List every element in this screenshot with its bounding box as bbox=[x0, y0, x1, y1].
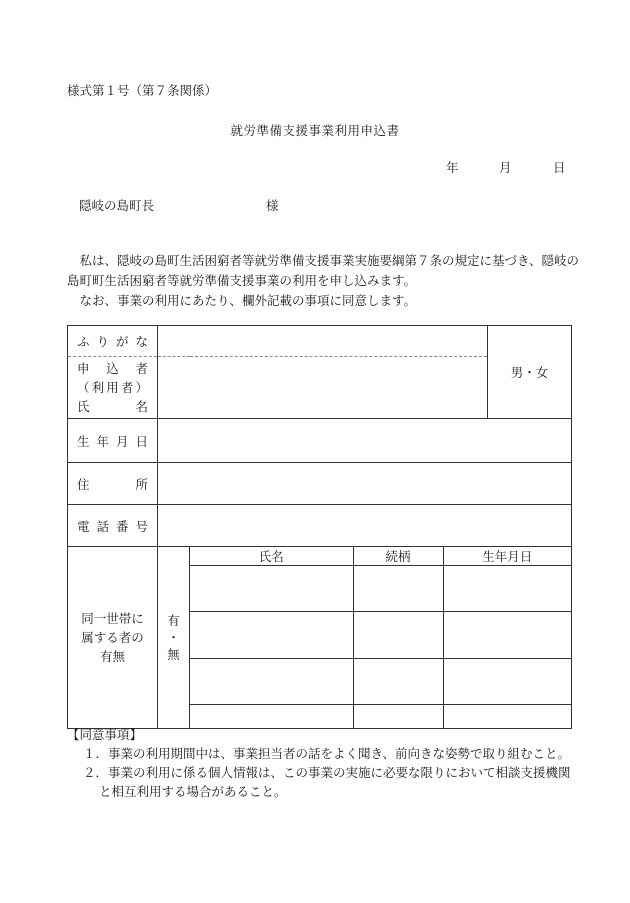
member-name-cell[interactable] bbox=[190, 566, 353, 612]
phone-label: 電話番号 bbox=[68, 505, 158, 547]
phone-field[interactable] bbox=[158, 505, 572, 547]
applicant-name-label bbox=[68, 357, 158, 419]
date-month-label: 月 bbox=[499, 160, 512, 175]
applicant-label-line-1: 申込者 bbox=[77, 361, 148, 376]
application-form-table bbox=[67, 325, 572, 729]
furigana-field[interactable] bbox=[158, 326, 488, 357]
birthdate-field[interactable] bbox=[158, 419, 572, 463]
member-relationship-cell[interactable] bbox=[353, 612, 443, 658]
member-name-cell[interactable] bbox=[190, 612, 353, 658]
gender-selector[interactable]: 男・女 bbox=[488, 326, 572, 419]
applicant-name-field[interactable] bbox=[158, 357, 488, 419]
document-title: 就労準備支援事業利用申込書 bbox=[230, 123, 400, 138]
addressee-name: 隠岐の島町長 bbox=[79, 198, 155, 213]
household-label-line-2: 属する者の bbox=[81, 630, 144, 645]
birthdate-label: 生年月日 bbox=[68, 419, 158, 463]
form-number: 様式第１号（第７条関係） bbox=[67, 83, 218, 98]
yes-option: 有 bbox=[167, 613, 180, 628]
application-statement bbox=[67, 251, 587, 311]
furigana-label: ふりがな bbox=[68, 326, 158, 357]
column-header-relationship: 続柄 bbox=[353, 547, 443, 566]
address-field[interactable] bbox=[158, 463, 572, 505]
addressee-honorific: 様 bbox=[266, 198, 279, 213]
statement-paragraph-2: なお、事業の利用にあたり、欄外記載の事項に同意します。 bbox=[67, 293, 417, 308]
household-yes-no-selector[interactable] bbox=[158, 547, 190, 729]
member-name-cell[interactable] bbox=[190, 658, 353, 704]
consent-item-2: ２．事業の利用に係る個人情報は、この事業の実施に必要な限りにおいて相談支援機関と相互利用する場合があること。 bbox=[83, 765, 571, 799]
column-header-name: 氏名 bbox=[190, 547, 353, 566]
household-members-table bbox=[190, 547, 571, 728]
household-member-row bbox=[190, 612, 571, 658]
member-birthdate-cell[interactable] bbox=[443, 658, 571, 704]
member-birthdate-cell[interactable] bbox=[443, 612, 571, 658]
date-day-label: 日 bbox=[553, 160, 566, 175]
member-relationship-cell[interactable] bbox=[353, 566, 443, 612]
household-member-row bbox=[190, 658, 571, 704]
member-birthdate-cell[interactable] bbox=[443, 566, 571, 612]
date-year-label: 年 bbox=[446, 160, 459, 175]
household-members-grid bbox=[190, 547, 572, 729]
household-label-line-1: 同一世帯に bbox=[81, 611, 144, 626]
column-header-birthdate: 生年月日 bbox=[443, 547, 571, 566]
consent-section bbox=[67, 725, 577, 801]
consent-heading: 【同意事項】 bbox=[67, 727, 143, 742]
household-members-label bbox=[68, 547, 158, 729]
member-relationship-cell[interactable] bbox=[353, 658, 443, 704]
household-member-row bbox=[190, 566, 571, 612]
statement-paragraph-1: 私は、隠岐の島町生活困窮者等就労準備支援事業実施要綱第７条の規定に基づき、隠岐の島町町生活困窮者等就労準備支援事業の利用を申し込みます。 bbox=[67, 253, 580, 288]
consent-item-1: １．事業の利用期間中は、事業担当者の話をよく聞き、前向きな姿勢で取り組むこと。 bbox=[83, 746, 571, 761]
no-option: 無 bbox=[167, 647, 180, 662]
household-label-line-3: 有無 bbox=[99, 649, 125, 664]
separator-dot: ・ bbox=[167, 630, 180, 645]
applicant-label-line-2: （利用者） bbox=[77, 380, 148, 395]
address-label: 住所 bbox=[68, 463, 158, 505]
applicant-label-line-3: 氏名 bbox=[77, 399, 148, 414]
